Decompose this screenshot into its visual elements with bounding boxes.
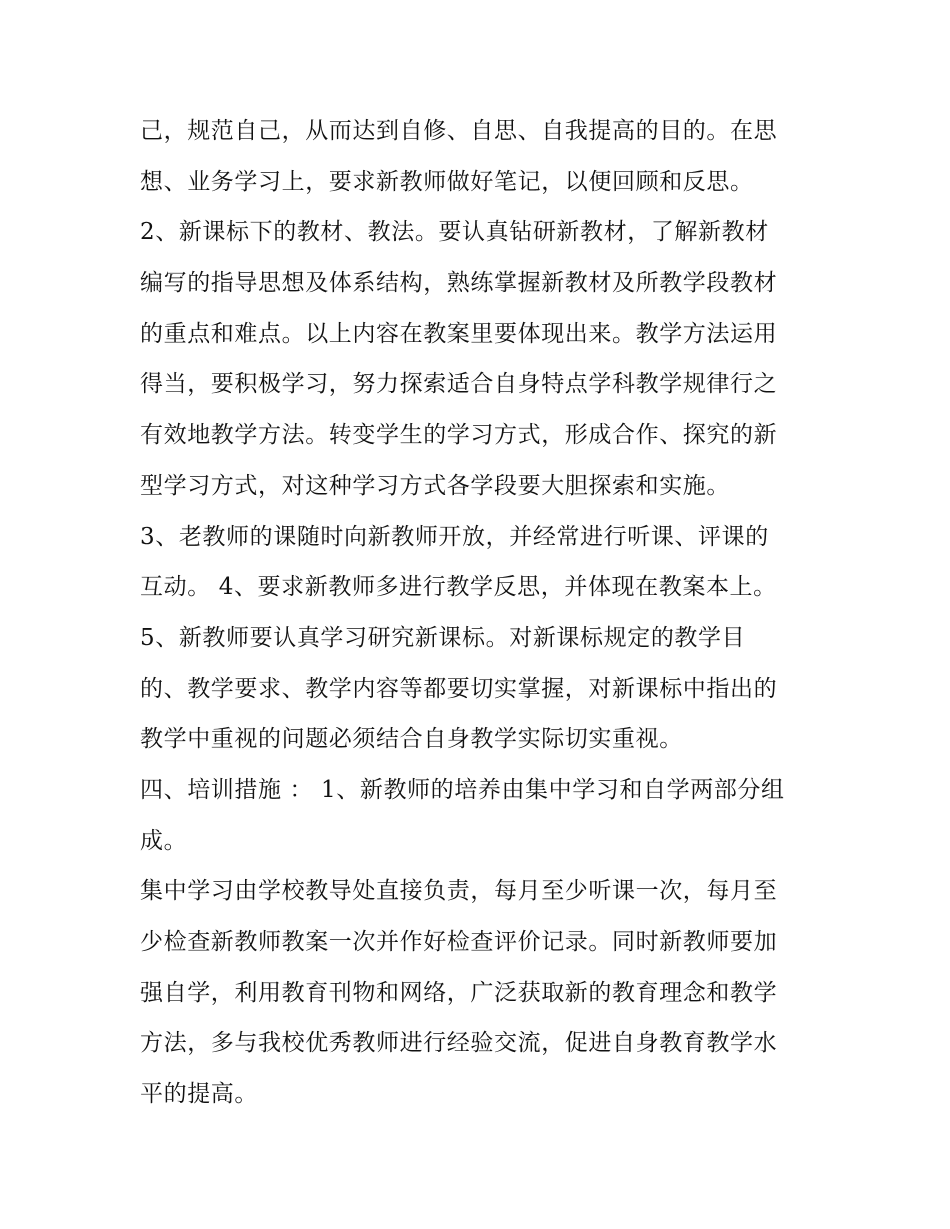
text-line: 己，规范自己，从而达到自修、自思、自我提高的目的。在思 xyxy=(140,118,778,144)
text-line: 成。 xyxy=(140,827,188,854)
document-body xyxy=(140,106,830,1120)
text-line: 想、业务学习上，要求新教师做好笔记，以便回顾和反思。 xyxy=(140,168,754,195)
text-line: 得当，要积极学习，努力探索适合自身特点学科教学规律行之 xyxy=(140,371,778,398)
text-line: 的、教学要求、教学内容等都要切实掌握，对新课标中指出的 xyxy=(140,675,778,702)
text-line: 的重点和难点。以上内容在教案里要体现出来。教学方法运用 xyxy=(140,320,778,347)
text-line: 四、培训措施 ： 1、新教师的培养由集中学习和自学两部分组 xyxy=(140,776,785,803)
text-line: 有效地教学方法。转变学生的学习方式，形成合作、探究的新 xyxy=(140,422,778,449)
text-line: 集中学习由学校教导处直接负责，每月至少听课一次，每月至 xyxy=(140,878,778,905)
text-line: 少检查新教师教案一次并作好检查评价记录。同时新教师要加 xyxy=(140,929,778,955)
text-line: 方法，多与我校优秀教师进行经验交流，促进自身教育教学水 xyxy=(140,1030,778,1057)
text-line: 编写的指导思想及体系结构，熟练掌握新教材及所教学段教材 xyxy=(140,270,778,297)
text-line: 强自学，利用教育刊物和网络，广泛获取新的教育理念和教学 xyxy=(140,979,778,1006)
text-line: 型学习方式，对这种学习方式各学段要大胆探索和实施。 xyxy=(140,472,730,499)
text-line: 5、新教师要认真学习研究新课标。对新课标规定的教学目 xyxy=(140,624,746,651)
text-line: 2、新课标下的教材、教法。要认真钻研新教材，了解新教材 xyxy=(140,219,769,246)
text-line: 教学中重视的问题必须结合自身教学实际切实重视。 xyxy=(140,726,683,753)
text-line: 平的提高。 xyxy=(140,1081,258,1108)
text-line: 互动。 4、要求新教师多进行教学反思，并体现在教案本上。 xyxy=(140,574,777,601)
text-line: 3、老教师的课随时向新教师开放，并经常进行听课、评课的 xyxy=(140,523,769,550)
